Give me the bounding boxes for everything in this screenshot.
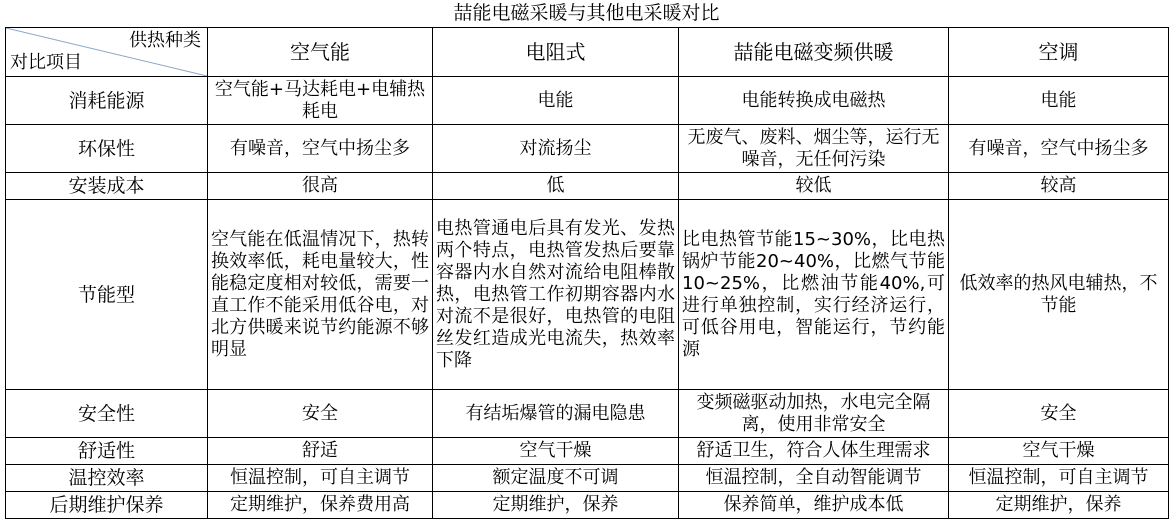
- row-label: 安全性: [6, 390, 208, 438]
- table-header-row: [6, 28, 1169, 77]
- row-label: 后期维护保养: [6, 492, 208, 519]
- table-row: [6, 492, 1169, 519]
- table-cell: 空气干燥: [433, 438, 679, 465]
- table-cell: 有噪音，空气中扬尘多: [949, 125, 1169, 173]
- table-cell: 安全: [949, 390, 1169, 438]
- table-cell: 有结垢爆管的漏电隐患: [433, 390, 679, 438]
- table-cell: 电能: [949, 77, 1169, 125]
- table-cell: 舒适卫生，符合人体生理需求: [679, 438, 949, 465]
- column-header: 电阻式: [433, 28, 679, 77]
- table-cell: 有噪音，空气中扬尘多: [208, 125, 433, 173]
- table-cell: 定期维护，保养: [949, 492, 1169, 519]
- row-label: 温控效率: [6, 465, 208, 492]
- table-cell: 较高: [949, 173, 1169, 200]
- table-row: [6, 173, 1169, 200]
- column-header: 空调: [949, 28, 1169, 77]
- row-label: 环保性: [6, 125, 208, 173]
- row-label: 安装成本: [6, 173, 208, 200]
- table-cell: 变频磁驱动加热，水电完全隔离，使用非常安全: [679, 390, 949, 438]
- table-row: [6, 390, 1169, 438]
- table-row: [6, 200, 1169, 390]
- table-row: [6, 465, 1169, 492]
- table-cell: 恒温控制，可自主调节: [208, 465, 433, 492]
- corner-top-label: 供热种类: [129, 30, 201, 51]
- table-cell: 额定温度不可调: [433, 465, 679, 492]
- table-cell: 恒温控制，全自动智能调节: [679, 465, 949, 492]
- table-cell: 比电热管节能15~30%，比电热锅炉节能20~40%，比燃气节能10~25%，比燃油节能40%,可进行单独控制，实行经济运行，可低谷用电，智能运行，节约能源: [679, 200, 949, 390]
- row-label: 节能型: [6, 200, 208, 390]
- table-cell: 很高: [208, 173, 433, 200]
- row-label: 舒适性: [6, 438, 208, 465]
- corner-bottom-label: 对比项目: [10, 52, 82, 73]
- table-cell: 舒适: [208, 438, 433, 465]
- table-cell: 较低: [679, 173, 949, 200]
- column-header: 空气能: [208, 28, 433, 77]
- page-title: 喆能电磁采暖与其他电采暖对比: [453, 2, 720, 24]
- table-cell: 空气能+马达耗电+电辅热耗电: [208, 77, 433, 125]
- table-cell: 保养简单，维护成本低: [679, 492, 949, 519]
- table-cell: 无废气、废料、烟尘等，运行无噪音，无任何污染: [679, 125, 949, 173]
- comparison-table: [5, 27, 1169, 519]
- table-cell: 空气干燥: [949, 438, 1169, 465]
- row-label: 消耗能源: [6, 77, 208, 125]
- table-cell: 电热管通电后具有发光、发热两个特点，电热管发热后要靠容器内水自然对流给电阻棒散热，电热管工作初期容器内水对流不是很好，电热管的电阻丝发红造成光电流失，热效率下降: [433, 200, 679, 390]
- table-row: [6, 438, 1169, 465]
- table-row: [6, 125, 1169, 173]
- table-row: [6, 77, 1169, 125]
- table-cell: 定期维护，保养: [433, 492, 679, 519]
- table-cell: 低效率的热风电辅热，不节能: [949, 200, 1169, 390]
- corner-cell: [6, 28, 208, 77]
- column-header: 喆能电磁变频供暖: [679, 28, 949, 77]
- table-cell: 空气能在低温情况下，热转换效率低，耗电量较大，性能稳定度相对较低，需要一直工作不能采用低谷电，对北方供暖来说节约能源不够明显: [208, 200, 433, 390]
- table-cell: 定期维护，保养费用高: [208, 492, 433, 519]
- table-cell: 低: [433, 173, 679, 200]
- table-cell: 电能转换成电磁热: [679, 77, 949, 125]
- table-cell: 安全: [208, 390, 433, 438]
- table-cell: 对流扬尘: [433, 125, 679, 173]
- table-cell: 恒温控制，可自主调节: [949, 465, 1169, 492]
- table-cell: 电能: [433, 77, 679, 125]
